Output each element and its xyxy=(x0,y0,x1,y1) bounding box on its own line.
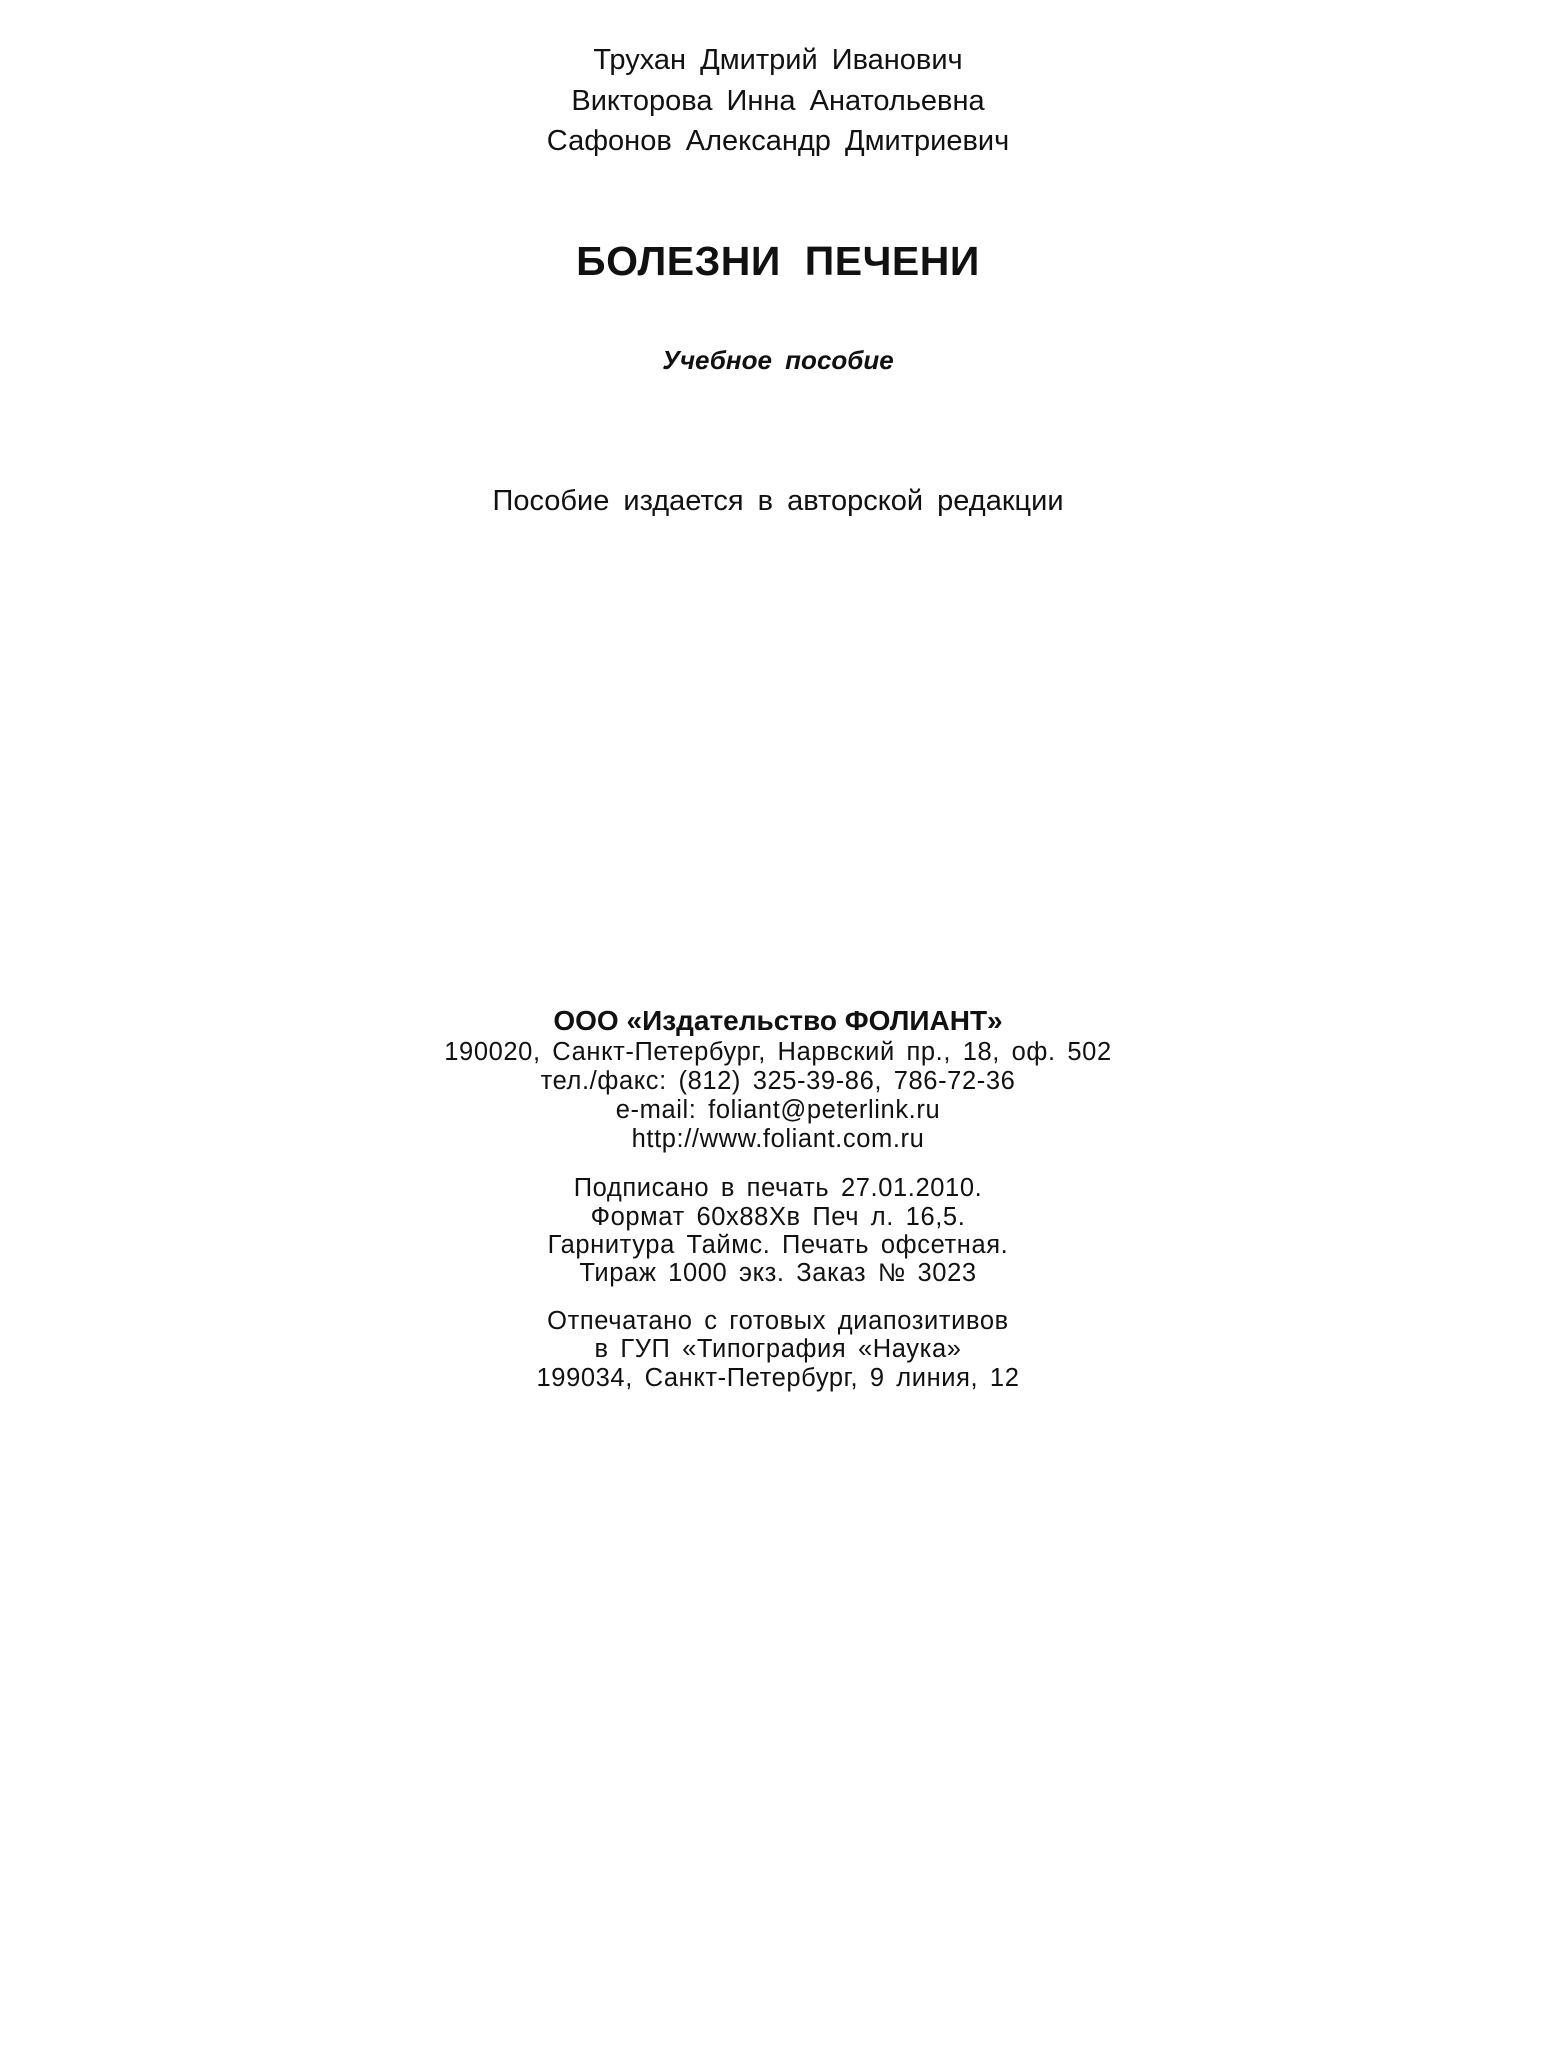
print-signed-date: Подписано в печать 27.01.2010. xyxy=(573,1174,983,1202)
print-typeface: Гарнитура Таймс. Печать офсетная. xyxy=(547,1231,1009,1259)
printer-name: в ГУП «Типография «Наука» xyxy=(594,1335,962,1363)
publisher-address: 190020, Санкт-Петербург, Нарвский пр., 18, оф. 502 xyxy=(444,1038,1112,1066)
book-subtitle: Учебное пособие xyxy=(662,345,894,375)
printer-info: Отпечатано с готовых диапозитивов xyxy=(547,1307,1009,1335)
publisher-name: ООО «Издательство ФОЛИАНТ» xyxy=(553,1005,1003,1036)
author-name: Сафонов Александр Дмитриевич xyxy=(546,125,1010,157)
printer-address: 199034, Санкт-Петербург, 9 линия, 12 xyxy=(536,1364,1020,1392)
author-name: Викторова Инна Анатольевна xyxy=(571,85,985,117)
print-run: Тираж 1000 экз. Заказ № 3023 xyxy=(579,1259,977,1287)
publisher-email: e-mail: foliant@peterlink.ru xyxy=(615,1096,941,1124)
author-name: Трухан Дмитрий Иванович xyxy=(593,44,963,76)
edition-note: Пособие издается в авторской редакции xyxy=(492,485,1064,517)
print-format: Формат 60х88Хв Печ л. 16,5. xyxy=(590,1203,966,1231)
publisher-phone: тел./факс: (812) 325-39-86, 786-72-36 xyxy=(540,1067,1016,1095)
publisher-website: http://www.foliant.com.ru xyxy=(631,1125,925,1153)
book-title: БОЛЕЗНИ ПЕЧЕНИ xyxy=(576,238,980,284)
